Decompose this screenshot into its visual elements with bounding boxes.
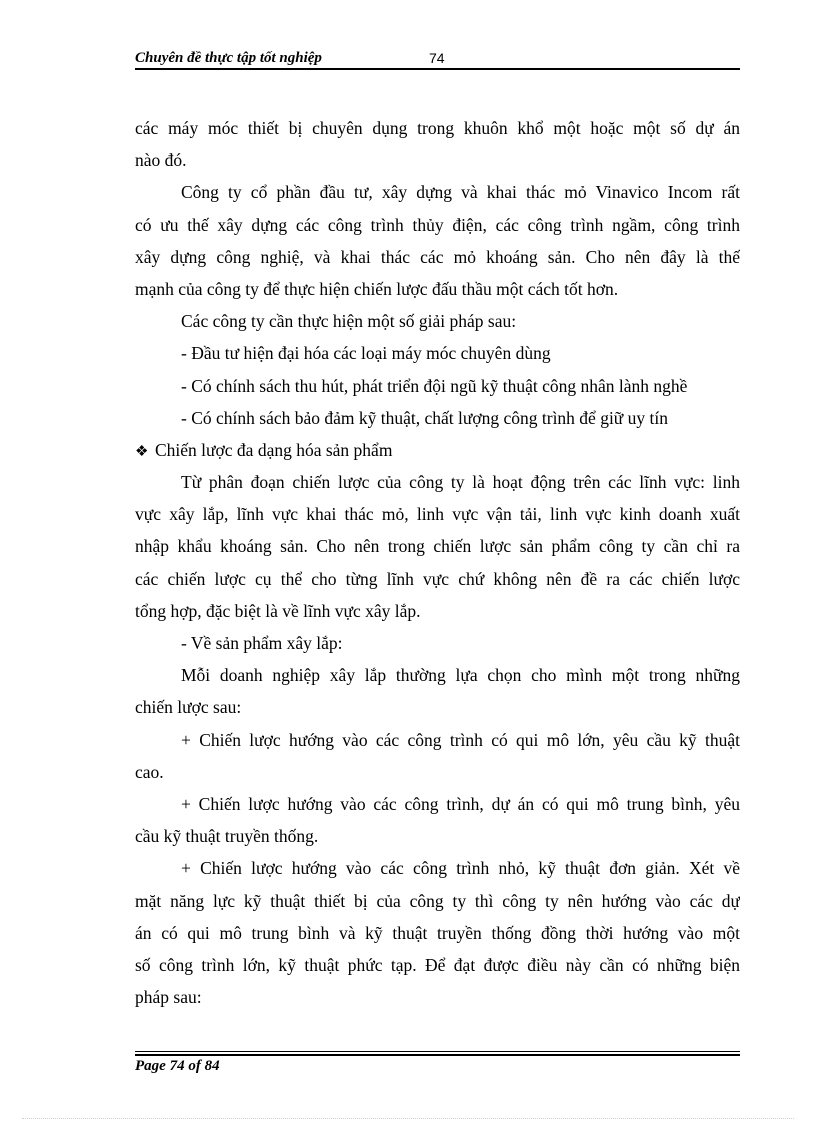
header-title: Chuyên đề thực tập tốt nghiệp [135, 50, 322, 66]
text-line: cầu kỹ thuật truyền thống. [135, 826, 319, 847]
diamond-bullet-icon: ❖ [135, 443, 149, 460]
document-body [135, 112, 740, 1013]
section-heading [135, 434, 740, 466]
text-line: Các công ty cần thực hiện một số giải pháp sau: [181, 311, 517, 332]
text-line: - Về sản phẩm xây lắp: [181, 633, 343, 653]
text-line: các chiến lược cụ thể cho từng lĩnh vực chứ không nên đề ra các chiến lược [135, 568, 740, 589]
header-page-number: 74 [429, 50, 445, 66]
list-item: - Đầu tư hiện đại hóa các loại máy móc chuyên dùng [181, 343, 551, 364]
footer-page-label: Page 74 of 84 [135, 1058, 220, 1074]
list-item: - Có chính sách thu hút, phát triển đội ngũ kỹ thuật công nhân lành nghề [181, 375, 688, 396]
text-line: các máy móc thiết bị chuyên dụng trong khuôn khổ một hoặc một số dự án [135, 118, 740, 138]
text-line: mặt năng lực kỹ thuật thiết bị của công ty thì công ty nên hướng vào các dự [135, 890, 740, 911]
text-line: chiến lược sau: [135, 697, 242, 718]
list-item: + Chiến lược hướng vào các công trình nhỏ, kỹ thuật đơn giản. Xét về [181, 858, 740, 879]
page-header [135, 48, 740, 70]
text-line: tổng hợp, đặc biệt là về lĩnh vực xây lắp. [135, 600, 421, 621]
text-line: Từ phân đoạn chiến lược của công ty là hoạt động trên các lĩnh vực: linh [181, 472, 740, 493]
header-rule [135, 68, 740, 70]
text-line: cao. [135, 761, 164, 782]
text-line: xây dựng công nghiệ, và khai thác các mỏ khoáng sản. Cho nên đây là thế [135, 246, 740, 267]
text-line: mạnh của công ty để thực hiện chiến lược đấu thầu một cách tốt hơn. [135, 278, 619, 299]
footer-rule [135, 1051, 740, 1052]
list-item: - Có chính sách bảo đảm kỹ thuật, chất lượng công trình để giữ uy tín [181, 407, 669, 428]
text-line: vực xây lắp, lĩnh vực khai thác mỏ, linh vực vận tải, linh vực kinh doanh xuất [135, 504, 740, 525]
text-line: số công trình lớn, kỹ thuật phức tạp. Để đạt được điều này cần có những biện [135, 954, 740, 975]
text-line: pháp sau: [135, 987, 202, 1008]
text-line: Mỗi doanh nghiệp xây lắp thường lựa chọn cho mình một trong những [181, 665, 740, 686]
text-line: án có qui mô trung bình và kỹ thuật truyền thống đồng thời hướng vào một [135, 922, 740, 943]
footer-rule-thick [135, 1054, 740, 1056]
list-item: + Chiến lược hướng vào các công trình, dự án có qui mô trung bình, yêu [181, 793, 740, 814]
section-heading-text: Chiến lược đa dạng hóa sản phẩm [155, 439, 393, 460]
page-bottom-dotted-line [22, 1118, 794, 1119]
text-line: nào đó. [135, 150, 187, 171]
list-item: + Chiến lược hướng vào các công trình có qui mô lớn, yêu cầu kỹ thuật [181, 729, 740, 750]
text-line: có ưu thế xây dựng các công trình thủy điện, các công trình ngầm, công trình [135, 214, 740, 235]
text-line: nhập khẩu khoáng sản. Cho nên trong chiến lược sản phẩm công ty cần chỉ ra [135, 536, 740, 557]
text-line: Công ty cổ phần đầu tư, xây dựng và khai thác mỏ Vinavico Incom rất [181, 182, 740, 203]
